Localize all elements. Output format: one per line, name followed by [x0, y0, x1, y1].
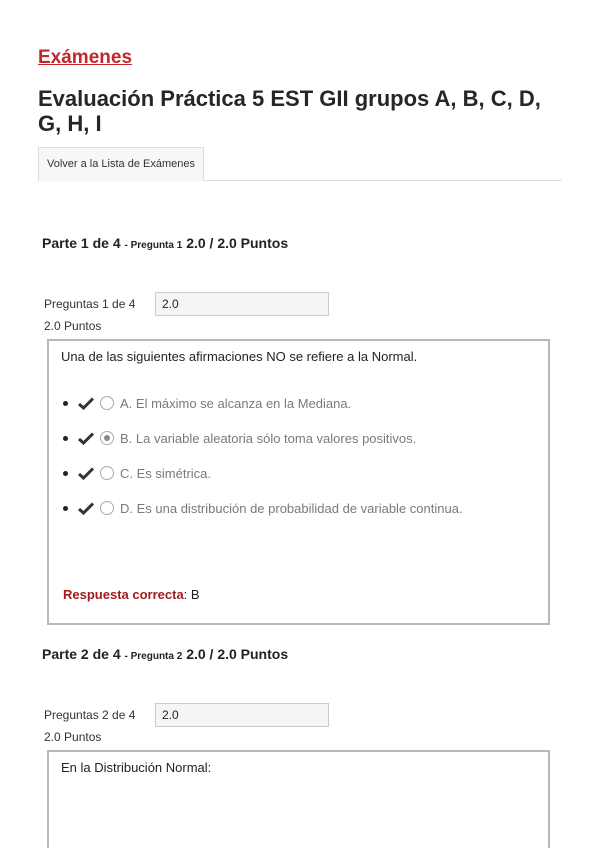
back-to-exams-tab[interactable]: Volver a la Lista de Exámenes: [38, 147, 204, 181]
check-icon: [78, 397, 94, 410]
check-icon: [78, 432, 94, 445]
question-number: - Pregunta 2: [124, 651, 183, 662]
check-icon: [78, 467, 94, 480]
answer-text: A. El máximo se alcanza en la Mediana.: [120, 395, 352, 411]
answer-text: B. La variable aleatoria sólo toma valores positivos.: [120, 430, 417, 446]
bullet: [63, 436, 68, 441]
part-heading: [42, 646, 288, 662]
correct-answer-label: Respuesta correcta: [63, 587, 184, 602]
question-box: [47, 339, 550, 625]
part-label: Parte 1 de 4: [42, 235, 121, 251]
bullet: [63, 401, 68, 406]
part-label: Parte 2 de 4: [42, 646, 121, 662]
question-points: 2.0 Puntos: [44, 730, 102, 744]
correct-answer: [63, 587, 200, 602]
check-icon: [78, 502, 94, 515]
bullet: [63, 506, 68, 511]
answer-text: D. Es una distribución de probabilidad de variable continua.: [120, 500, 463, 516]
radio-icon[interactable]: [100, 466, 114, 480]
answer-option-b[interactable]: [63, 429, 416, 447]
answer-option-d[interactable]: [63, 499, 463, 517]
question-points: 2.0 Puntos: [44, 319, 102, 333]
page-title: Evaluación Práctica 5 EST GII grupos A, B, C, D, G, H, I: [38, 86, 541, 136]
part-score: 2.0 / 2.0 Puntos: [186, 235, 289, 251]
question-prompt: En la Distribución Normal:: [61, 760, 212, 775]
question-box: [47, 750, 550, 848]
breadcrumb-examenes[interactable]: Exámenes: [38, 47, 133, 68]
correct-answer-value: : B: [183, 587, 200, 602]
score-field[interactable]: 2.0: [155, 292, 329, 316]
bullet: [63, 471, 68, 476]
answer-text: C. Es simétrica.: [120, 465, 212, 481]
question-number: - Pregunta 1: [124, 240, 183, 251]
question-counter: Preguntas 1 de 4: [44, 297, 136, 311]
question-counter: Preguntas 2 de 4: [44, 708, 136, 722]
score-field[interactable]: 2.0: [155, 703, 329, 727]
radio-icon-selected[interactable]: [100, 431, 114, 445]
tab-bar: [38, 147, 562, 181]
answer-option-c[interactable]: [63, 464, 211, 482]
answer-option-a[interactable]: [63, 394, 351, 412]
radio-icon[interactable]: [100, 396, 114, 410]
part-heading: [42, 235, 288, 251]
part-score: 2.0 / 2.0 Puntos: [186, 646, 289, 662]
radio-icon[interactable]: [100, 501, 114, 515]
question-prompt: Una de las siguientes afirmaciones NO se refiere a la Normal.: [61, 349, 418, 364]
